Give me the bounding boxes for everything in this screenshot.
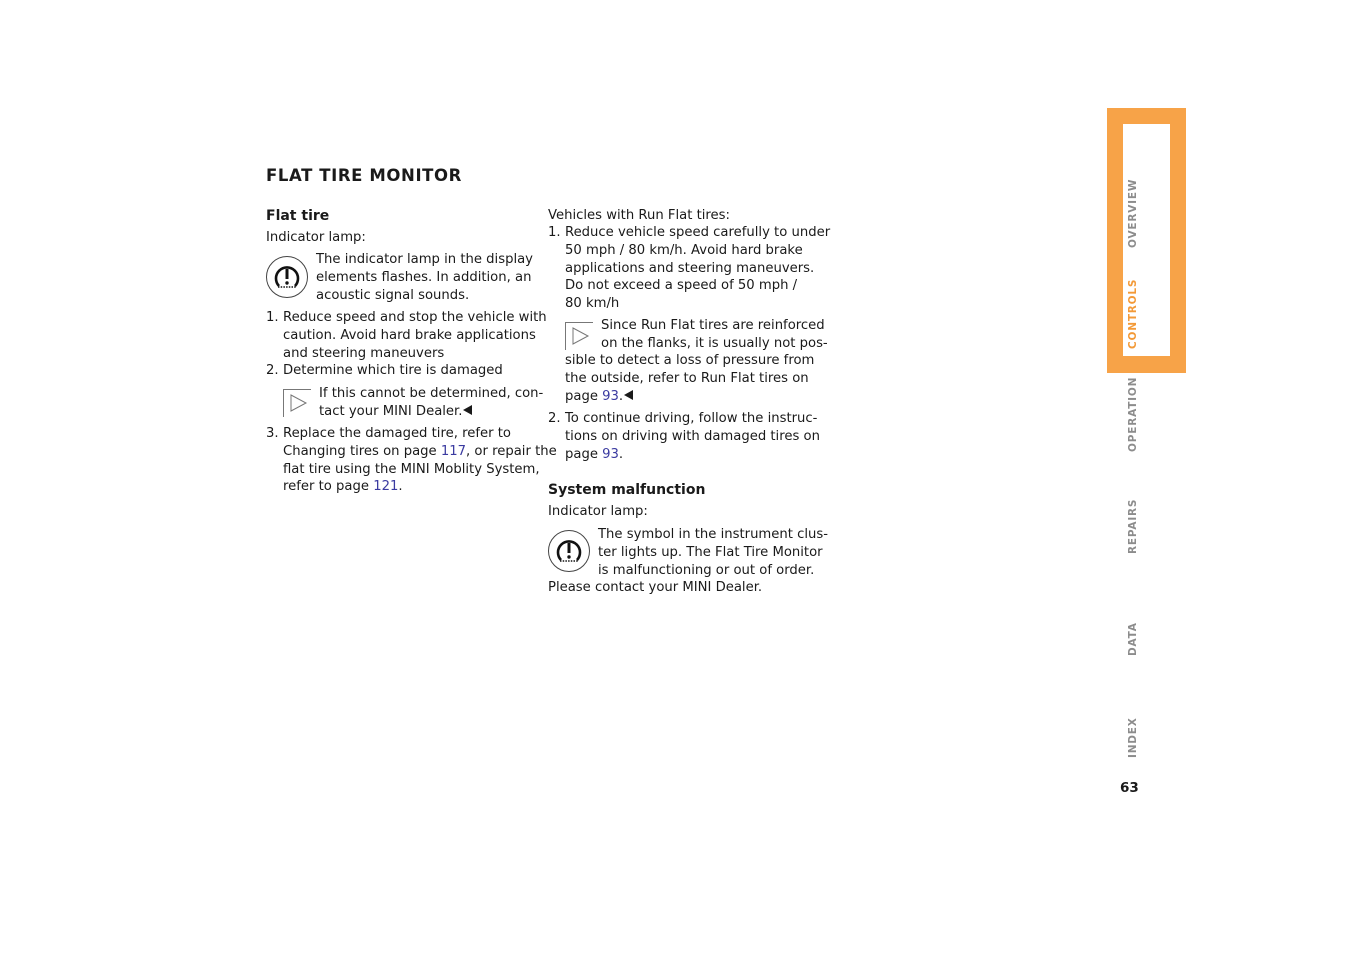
section-heading-system-malfunction: System malfunction xyxy=(548,482,706,498)
run-flat-intro: Vehicles with Run Flat tires: xyxy=(548,208,730,223)
note-triangle-icon xyxy=(283,389,311,417)
tire-pressure-warning-icon xyxy=(547,529,591,573)
tab-data[interactable]: DATA xyxy=(1127,622,1139,656)
list-item: 2. To continue driving, follow the instruc- tions on driving with damaged tires on page 93. xyxy=(548,411,820,462)
list-item: 3. Replace the damaged tire, refer to Changing tires on page 117, or repair the flat tire using the MINI Moblity System, refer to page 121. xyxy=(266,426,557,495)
note-text-cont: sible to detect a loss of pressure from the outside, refer to Run Flat tires on page 93. xyxy=(565,353,815,404)
page-number: 63 xyxy=(1120,780,1139,796)
page-link-117[interactable]: 117 xyxy=(440,443,467,459)
list-item: 1. Reduce speed and stop the vehicle with caution. Avoid hard brake applications and steering maneuvers xyxy=(266,310,547,361)
tab-repairs[interactable]: REPAIRS xyxy=(1127,498,1139,554)
tab-index[interactable]: INDEX xyxy=(1127,717,1139,758)
tab-operation[interactable]: OPERATION xyxy=(1127,376,1139,452)
tire-pressure-warning-icon xyxy=(265,255,309,299)
page-title: FLAT TIRE MONITOR xyxy=(266,166,462,185)
section-heading-flat-tire: Flat tire xyxy=(266,208,330,224)
page-link-121[interactable]: 121 xyxy=(373,479,399,495)
page-link-93[interactable]: 93 xyxy=(602,446,619,462)
list-item: 2. Determine which tire is damaged xyxy=(266,363,503,378)
end-marker-icon xyxy=(624,390,634,400)
closing-text: Please contact your MINI Dealer. xyxy=(548,580,763,595)
indicator-label: Indicator lamp: xyxy=(548,504,648,519)
list-item: 1. Reduce vehicle speed carefully to under 50 mph / 80 km/h. Avoid hard brake applications and steering maneuvers. Do not exceed a speed of 50 mph / 80 km/h xyxy=(548,225,831,312)
lamp-description: The symbol in the instrument clus- ter lights up. The Flat Tire Monitor is malfunctioning or out of order. xyxy=(598,527,829,578)
tab-controls[interactable]: CONTROLS xyxy=(1127,278,1139,349)
note-text: Since Run Flat tires are reinforced on the flanks, it is usually not pos- xyxy=(601,318,828,351)
lamp-description: The indicator lamp in the display elements flashes. In addition, an acoustic signal sounds. xyxy=(316,252,533,303)
note-triangle-icon xyxy=(565,322,593,350)
indicator-label: Indicator lamp: xyxy=(266,230,366,245)
note-text: If this cannot be determined, con- tact your MINI Dealer. xyxy=(319,386,544,419)
end-marker-icon xyxy=(463,405,473,415)
tab-overview[interactable]: OVERVIEW xyxy=(1127,178,1139,248)
page-link-93[interactable]: 93 xyxy=(602,388,619,404)
